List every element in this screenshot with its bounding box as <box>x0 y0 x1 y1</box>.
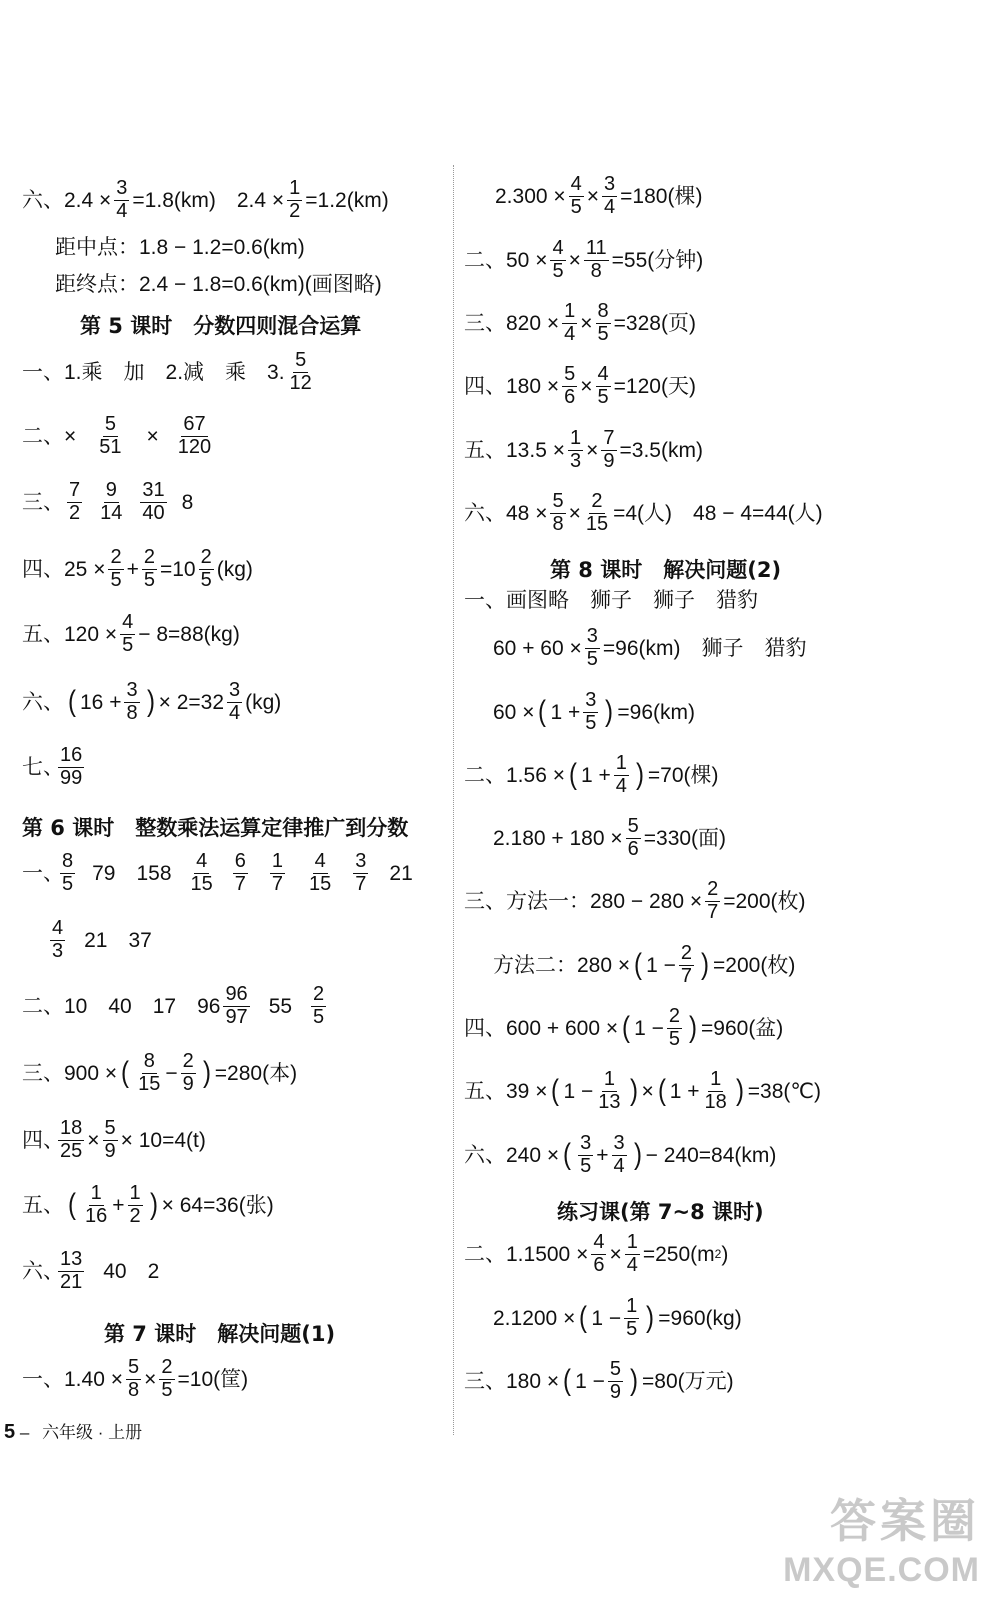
answer-line: 距中点：1.8 − 1.2=0.6(km) <box>55 236 305 259</box>
answer-line: 五、 ( 1 16 + $\frac{1}{2}$ ) × 64=36(张) <box>22 1182 274 1227</box>
answer-line: 七、 16 99 <box>22 744 83 789</box>
fraction: $\frac{1}{13}$ <box>598 1068 621 1113</box>
answer-line: 二、× 5 51 × 67 120 <box>22 413 212 458</box>
answer-line: 三、180 × ( 1 − $\frac{5}{9}$ ) =80(万元) <box>464 1358 734 1403</box>
answer-line: 三、 7 2 9 14 31 40 8 <box>22 479 194 524</box>
fraction: $\frac{2}{7}$ <box>707 878 719 923</box>
fraction: 16 99 <box>60 744 83 789</box>
section-heading: 第 7 课时 解决问题(1) <box>104 1322 336 1346</box>
fraction: $\frac{1}{3}$ <box>569 427 582 472</box>
answer-line: 四、 $\frac{18}{25}$ × $\frac{5}{9}$ × 10=4(t) <box>22 1117 206 1162</box>
fraction: $\frac{2}{5}$ <box>161 1356 173 1401</box>
fraction: $\frac{3}{5}$ <box>586 625 598 670</box>
answer-line: 60 + 60 × $\frac{3}{5}$ =96(km) 狮子 猎豹 <box>493 625 807 670</box>
fraction: $\frac{2}{15}$ <box>585 490 609 535</box>
fraction: 4 3 <box>52 917 64 962</box>
answer-line: 五、39 × ( 1 − $\frac{1}{13}$ ) × ( 1 + $\frac{1}{18}$ ) =38(℃) <box>464 1068 821 1113</box>
fraction: 31 40 <box>142 479 165 524</box>
fraction: $\frac{3}{5}$ <box>585 689 597 734</box>
answer-line: 2.180 + 180 × $\frac{5}{6}$ =330(面) <box>493 815 727 860</box>
fraction: $\frac{5}{6}$ <box>564 363 576 408</box>
fraction: 4 15 <box>190 850 213 895</box>
fraction: 96 97 <box>225 983 248 1028</box>
answer-line: 二、10 40 17 96 96 97 55 2 5 <box>22 983 325 1028</box>
answer-line: 2.300 × $\frac{4}{5}$ × $\frac{3}{4}$ =180(棵) <box>495 173 703 218</box>
answer-line: 60 × ( 1 + $\frac{3}{5}$ ) =96(km) <box>493 689 695 734</box>
answer-line: 一、画图略 狮子 狮子 猎豹 <box>464 589 758 612</box>
fraction: $\frac{3}{4}$ <box>116 177 128 222</box>
fraction: $\frac{5}{8}$ <box>552 490 564 535</box>
answer-line: 一、1.乘 加 2.减 乘 3. 5 12 <box>22 349 312 394</box>
answer-line: 4 3 21 37 <box>52 917 152 962</box>
fraction: $\frac{3}{8}$ <box>126 679 138 724</box>
answer-line: 三、820 × $\frac{1}{4}$ × $\frac{8}{5}$ =328(页) <box>464 300 696 345</box>
fraction: $\frac{18}{25}$ <box>60 1117 83 1162</box>
fraction: $\frac{4}{5}$ <box>552 237 564 282</box>
answer-line: 四、25 × $\frac{2}{5}$ + $\frac{2}{5}$ =10 2 5 (kg) <box>22 546 253 591</box>
fraction: $\frac{8}{5}$ <box>597 300 609 345</box>
fraction: $\frac{5}{9}$ <box>609 1358 622 1403</box>
fraction: $\frac{4}{5}$ <box>570 173 582 218</box>
page-number: 5 <box>4 1421 16 1443</box>
fraction: 4 15 <box>309 850 332 895</box>
fraction: 3 4 <box>229 679 241 724</box>
answer-line: 六、 13 21 40 2 <box>22 1248 160 1293</box>
fraction: $\frac{3}{4}$ <box>604 173 616 218</box>
fraction: $\frac{4}{6}$ <box>593 1231 605 1276</box>
column-divider <box>453 165 454 1435</box>
fraction: $\frac{1}{2}$ <box>289 177 301 222</box>
fraction: $\frac{7}{9}$ <box>603 427 615 472</box>
answer-line: 二、1.56 × ( 1 + $\frac{1}{4}$ ) =70(棵) <box>464 752 719 797</box>
fraction: 7 2 <box>69 479 81 524</box>
fraction: 3 5 <box>580 1132 592 1177</box>
fraction: $\frac{11}{8}$ <box>585 237 607 282</box>
answer-line: 三、方法一：280 − 280 × $\frac{2}{7}$ =200(枚) <box>464 878 806 923</box>
answer-line: 二、1.1500 × $\frac{4}{6}$ × $\frac{1}{4}$ =250(m 2 ) <box>464 1231 729 1276</box>
book-title: 六年级 · 上册 <box>42 1423 143 1442</box>
fraction: $\frac{1}{4}$ <box>615 752 627 797</box>
fraction: 1 16 <box>85 1182 108 1227</box>
fraction: $\frac{5}{8}$ <box>127 1356 140 1401</box>
fraction: 3 7 <box>355 850 367 895</box>
answer-line: 六、2.4 × $\frac{3}{4}$ =1.8(km) 2.4 × $\frac{1}{2}$ =1.2(km) <box>22 177 389 222</box>
answer-line: 一、1.40 × $\frac{5}{8}$ × $\frac{2}{5}$ =10(筐) <box>22 1356 249 1401</box>
answer-line: 2.1200 × ( 1 − $\frac{1}{5}$ ) =960(kg) <box>493 1295 742 1340</box>
answer-line: 六、 ( 16 + $\frac{3}{8}$ ) × 2=32 3 4 (kg) <box>22 679 282 724</box>
answer-line: 一、 8 5 79 158 4 15 6 7 1 7 4 15 3 7 21 <box>22 850 413 895</box>
fraction: 8 5 <box>62 850 74 895</box>
fraction: $\frac{3}{4}$ <box>613 1132 625 1177</box>
answer-line: 五、120 × $\frac{4}{5}$ − 8=88(kg) <box>22 611 240 656</box>
section-heading: 第 8 课时 解决问题(2) <box>550 558 782 582</box>
fraction: $\frac{2}{5}$ <box>143 546 155 591</box>
fraction: $\frac{1}{2}$ <box>129 1182 141 1227</box>
fraction: 13 21 <box>60 1248 83 1293</box>
fraction: $\frac{4}{5}$ <box>597 363 609 408</box>
fraction: $\frac{1}{4}$ <box>626 1231 638 1276</box>
answer-line: 六、48 × $\frac{5}{8}$ × $\frac{2}{15}$ =4(人) 48 − 4=44(人) <box>464 490 823 535</box>
answer-line: 三、900 × ( 8 15 − $\frac{2}{9}$ ) =280(本) <box>22 1050 298 1095</box>
fraction: $\frac{5}{6}$ <box>627 815 639 860</box>
fraction: $\frac{2}{5}$ <box>110 546 122 591</box>
answer-line: 二、50 × $\frac{4}{5}$ × $\frac{11}{8}$ =55(分钟) <box>464 237 704 282</box>
fraction: $\frac{2}{5}$ <box>668 1005 681 1050</box>
fraction: 8 15 <box>138 1050 161 1095</box>
answer-line: 五、13.5 × $\frac{1}{3}$ × $\frac{7}{9}$ =3.5(km) <box>464 427 703 472</box>
page-footer: 5 – 六年级 · 上册 <box>4 1421 143 1443</box>
fraction: 1 7 <box>271 850 284 895</box>
fraction: 9 14 <box>100 479 123 524</box>
fraction: 5 51 <box>99 413 122 458</box>
fraction: 2 5 <box>200 546 212 591</box>
fraction: 2 5 <box>313 983 325 1028</box>
fraction: $\frac{1}{18}$ <box>704 1068 727 1113</box>
watermark: 答案圈 MXQE.COM <box>783 1494 980 1589</box>
fraction: $\frac{1}{5}$ <box>626 1295 638 1340</box>
answer-line: 六、240 × ( 3 5 + $\frac{3}{4}$ ) − 240=84(km) <box>464 1132 777 1177</box>
fraction: $\frac{5}{9}$ <box>104 1117 116 1162</box>
answer-line: 方法二：280 × ( 1 − $\frac{2}{7}$ ) =200(枚) <box>493 942 796 987</box>
section-heading: 练习课(第 7~8 课时) <box>557 1200 764 1224</box>
fraction: 5 12 <box>289 349 312 394</box>
fraction: 6 7 <box>234 850 246 895</box>
section-heading: 第 5 课时 分数四则混合运算 <box>80 314 362 338</box>
answer-line: 距终点：2.4 − 1.8=0.6(km)(画图略) <box>55 273 382 296</box>
answer-line: 四、180 × $\frac{5}{6}$ × $\frac{4}{5}$ =120(天) <box>464 363 696 408</box>
fraction: 67 120 <box>177 413 212 458</box>
fraction: $\frac{2}{7}$ <box>680 942 693 987</box>
fraction: $\frac{2}{9}$ <box>182 1050 194 1095</box>
answer-line: 四、600 + 600 × ( 1 − $\frac{2}{5}$ ) =960(盆) <box>464 1005 784 1050</box>
fraction: $\frac{4}{5}$ <box>122 611 134 656</box>
fraction: $\frac{1}{4}$ <box>564 300 576 345</box>
section-heading: 第 6 课时 整数乘法运算定律推广到分数 <box>22 816 409 840</box>
